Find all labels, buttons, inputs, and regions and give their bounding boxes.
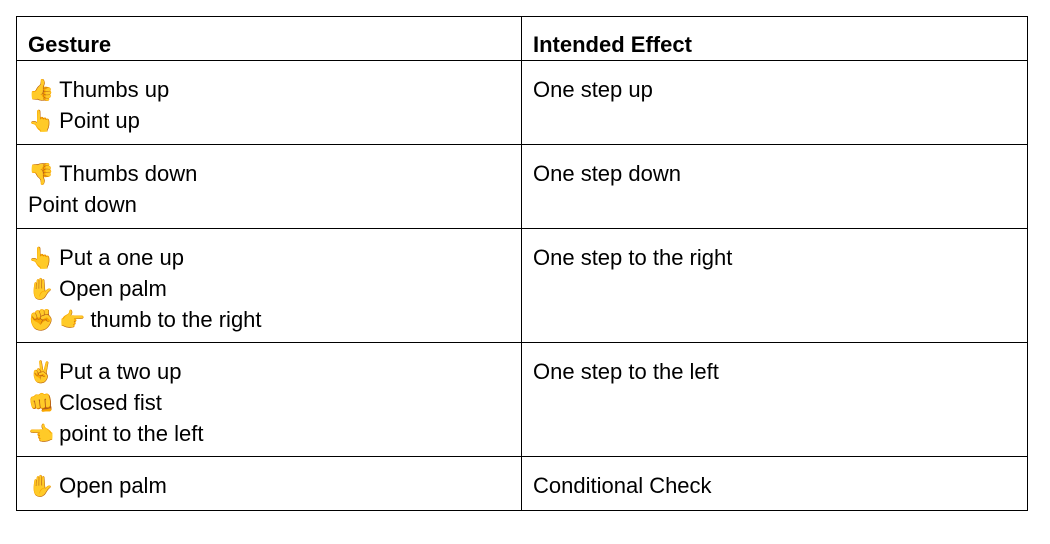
gesture-line [28,274,511,305]
gesture-label: Closed fist [59,390,162,415]
gesture-label: Thumbs down [59,161,198,186]
gesture-line [28,471,511,502]
point-left-icon: 👈 [28,423,55,446]
thumbs-down-icon: 👎 [28,163,55,186]
effect-cell: One step down [522,145,1028,229]
point-up-icon: 👆 [28,110,55,133]
point-up-icon: 👆 [28,247,55,270]
open-palm-icon: ✋ [28,278,55,301]
table-row [17,145,1028,229]
gesture-line [28,388,511,419]
gesture-label: thumb to the right [90,307,262,332]
gesture-line [28,357,511,388]
gesture-label: Open palm [59,276,167,301]
gesture-line [28,106,511,137]
gesture-label: point to the left [59,421,204,446]
gesture-label: Open palm [59,473,167,498]
gesture-line [28,75,511,106]
table-row [17,61,1028,145]
header-intended-effect: Intended Effect [522,17,1028,61]
gesture-cell [17,145,522,229]
table-row [17,229,1028,343]
gesture-label: Put a one up [59,245,184,270]
gesture-line [28,419,511,450]
gesture-line [28,305,511,336]
gesture-label: Point down [28,192,137,217]
open-palm-icon: ✋ [28,475,55,498]
table-row [17,457,1028,511]
effect-cell: One step to the right [522,229,1028,343]
point-right-icon: 👉 [59,309,86,332]
effect-cell: Conditional Check [522,457,1028,511]
gesture-cell [17,343,522,457]
gesture-line [28,159,511,190]
gesture-label: Thumbs up [59,77,170,102]
effect-cell: One step to the left [522,343,1028,457]
gesture-line [28,190,511,220]
closed-fist-icon: 👊 [28,392,55,415]
table-row [17,343,1028,457]
gesture-table [16,16,1028,511]
victory-hand-icon: ✌️ [28,361,55,384]
gesture-line [28,243,511,274]
thumbs-up-icon: 👍 [28,79,55,102]
raised-fist-icon: ✊ [28,309,55,332]
gesture-cell [17,457,522,511]
gesture-label: Point up [59,108,140,133]
header-gesture: Gesture [17,17,522,61]
gesture-cell [17,61,522,145]
header-row [17,17,1028,61]
effect-cell: One step up [522,61,1028,145]
gesture-cell [17,229,522,343]
gesture-label: Put a two up [59,359,182,384]
